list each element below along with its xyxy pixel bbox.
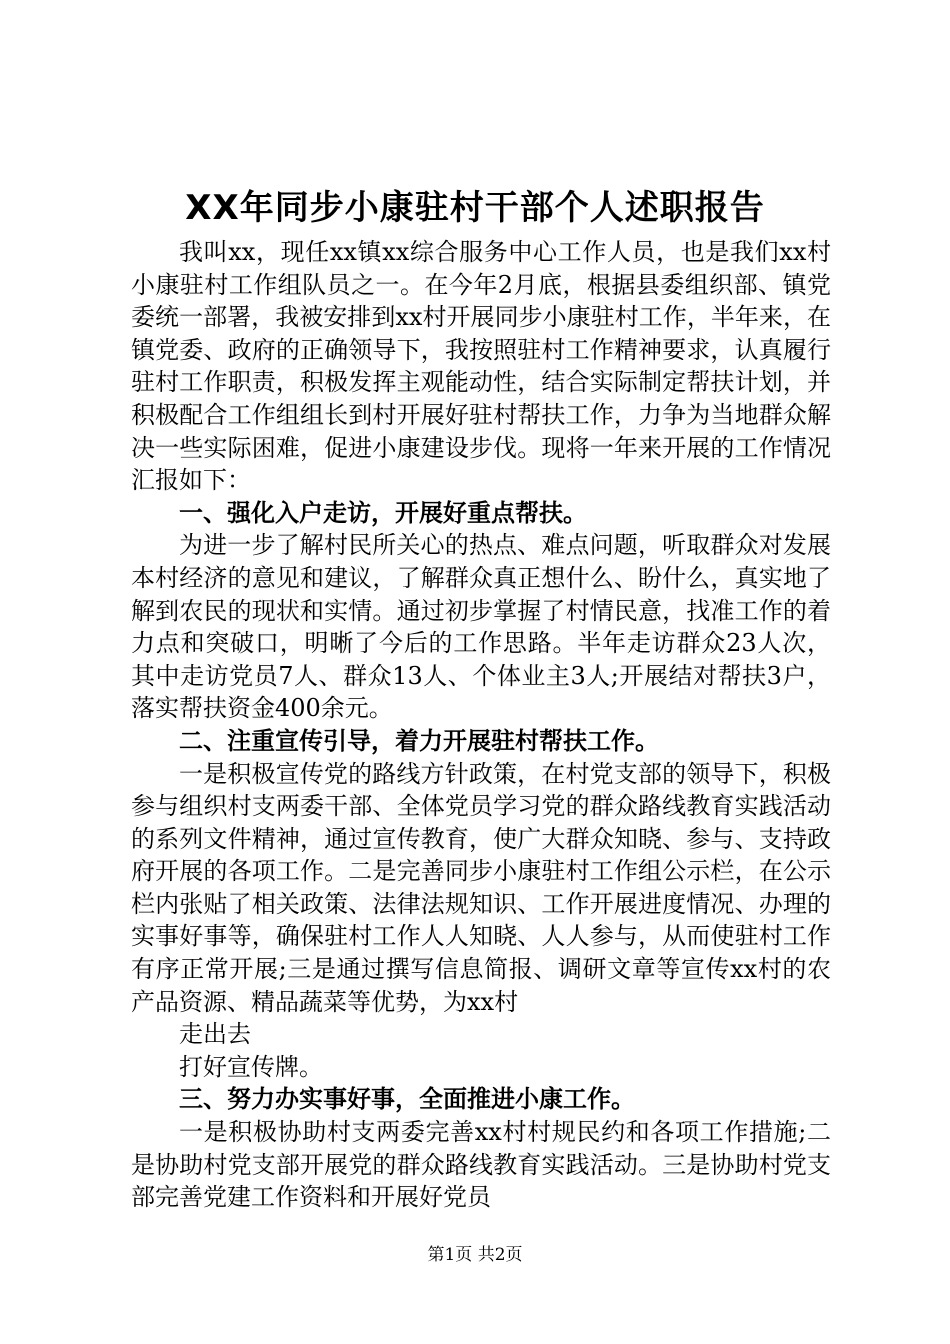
section-heading-3: 三、努力办实事好事，全面推进小康工作。 <box>179 1085 635 1114</box>
page-footer: 第1页 共2页 <box>427 1245 523 1265</box>
section-3-paragraph: 一是积极协助村支两委完善xx村村规民约和各项工作措施;二是协助村党支部开展党的群众路线教育实践活动。三是协助村党支部完善党建工作资料和开展好党员 <box>131 1118 831 1212</box>
section-2-line-go-out: 走出去 <box>179 1020 251 1049</box>
section-2-paragraph: 一是积极宣传党的路线方针政策，在村党支部的领导下，积极参与组织村支两委干部、全体党员学习党的群众路线教育实践活动的系列文件精神，通过宣传教育，使广大群众知晓、参与、支持政府开展的各项工作。二是完善同步小康驻村工作组公示栏，在公示栏内张贴了相关政策、法律法规知识、工作开展进度情况、办理的实事好事等，确保驻村工作人人知晓、人人参与，从而使驻村工作有序正常开展;三是通过撰写信息简报、调研文章等宣传xx村的农产品资源、精品蔬菜等优势，为xx村 <box>131 759 831 1016</box>
section-2-line-promotion: 打好宣传牌。 <box>179 1052 323 1081</box>
document-title: XX年同步小康驻村干部个人述职报告 <box>185 188 765 228</box>
section-1-paragraph: 为进一步了解村民所关心的热点、难点问题，听取群众对发展本村经济的意见和建议，了解群众真正想什么、盼什么，真实地了解到农民的现状和实情。通过初步掌握了村情民意，找准工作的着力点和突破口，明晰了今后的工作思路。半年走访群众23人次，其中走访党员7人、群众13人、个体业主3人;开展结对帮扶3户，落实帮扶资金400余元。 <box>131 531 831 723</box>
document-body <box>131 236 831 1214</box>
section-heading-1: 一、强化入户走访，开展好重点帮扶。 <box>179 498 587 527</box>
intro-paragraph: 我叫xx，现任xx镇xx综合服务中心工作人员，也是我们xx村小康驻村工作组队员之一。在今年2月底，根据县委组织部、镇党委统一部署，我被安排到xx村开展同步小康驻村工作，半年来，在镇党委、政府的正确领导下，我按照驻村工作精神要求，认真履行驻村工作职责，积极发挥主观能动性，结合实际制定帮扶计划，并积极配合工作组组长到村开展好驻村帮扶工作，力争为当地群众解决一些实际困难，促进小康建设步伐。现将一年来开展的工作情况汇报如下： <box>131 238 831 495</box>
section-heading-2: 二、注重宣传引导，着力开展驻村帮扶工作。 <box>179 726 659 755</box>
